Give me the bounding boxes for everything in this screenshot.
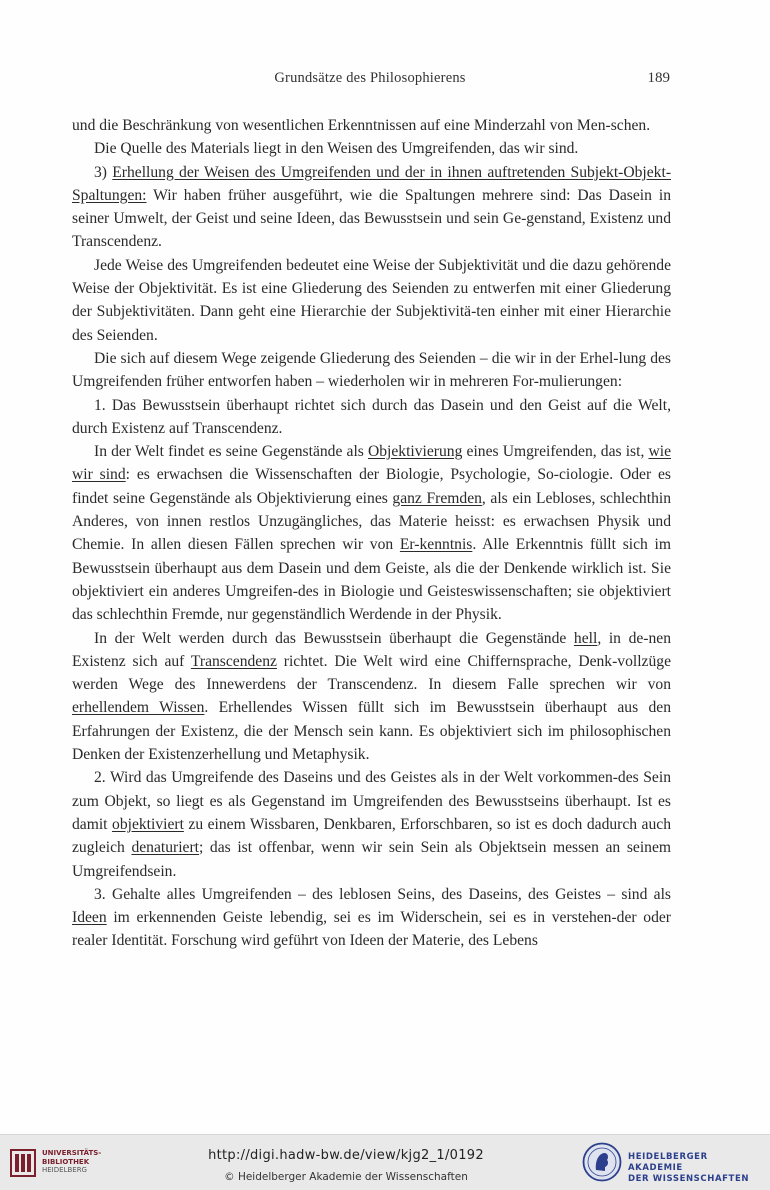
underlined-term: ganz Fremden [392,489,482,507]
paragraph-text: Jede Weise des Umgreifenden bedeutet eine Weise der Subjektivität und die dazu gehörende Weise der Objektivität. Es ist eine Gliederung des Seienden zu entwerfen mit einer Gliederung der Subjektivitäten. Dann geht eine Hierarchie der Subjektivitä-ten einher mit einer Hierarchie des Seienden. [72,256,671,344]
paragraph [72,347,671,394]
paragraph-text: ; das ist offenbar, wenn wir sein Sein als Objektsein messen an seinem Umgreifendsein. [72,839,671,880]
academy-name [628,1152,760,1185]
underlined-term: Transcendenz [190,652,277,670]
paragraph-text: zu einem Wissbaren, Denkbaren, Erforschbaren, so ist es doch dadurch auch zugleich [72,815,671,857]
paragraph-text: 2. Wird das Umgreifende des Daseins und des Geistes als in der Welt vorkommen-des Sein zum Objekt, so liegt es als Gegenstand im Umgreifenden des Bewusstseins überhaupt. Ist es damit [72,769,671,833]
running-title: Grundsätze des Philosophierens [274,70,466,86]
library-name-line: HEIDELBERG [42,1166,87,1174]
paragraph [72,766,671,882]
paragraph-text: , in de-nen Existenz sich auf [72,629,671,670]
academy-name-line: DER WISSENSCHAFTEN [628,1174,750,1184]
academy-name-line: HEIDELBERGER AKADEMIE [628,1152,708,1173]
underlined-term: denaturiert [131,839,199,857]
library-name-line: UNIVERSITÄTS- [42,1149,102,1157]
library-name-line: BIBLIOTHEK [42,1157,90,1166]
viewer-footer [0,1134,770,1190]
paragraph-text: In der Welt werden durch das Bewusstsein überhaupt die Gegenstände [94,629,574,647]
permalink-url[interactable]: http://digi.hadw-bw.de/view/kjg2_1/0192 [208,1148,484,1163]
academy-seal-icon [582,1142,622,1182]
paragraph-text: : es erwachsen die Wissenschaften der Biologie, Psychologie, So-ciologie. Oder es findet seine Gegenstände als Objektivierung eines [72,466,671,507]
paragraph-text: eines Umgreifenden, das ist, [462,443,649,461]
paragraph-text: Die Quelle des Materials liegt in den Weisen des Umgreifenden, das wir sind. [94,140,579,158]
copyright-notice: © Heidelberger Akademie der Wissenschaften [224,1171,468,1183]
underlined-term: Objektivierung [367,443,463,461]
paragraph [72,254,671,347]
paragraph-text: , als ein Lebloses, schlechthin Anderes, von innen restlos Unzugängliches, das Materie heisst: es erwachsen Physik und Chemie. In allen diesen Fällen sprechen wir von [72,489,671,554]
underlined-term: objektiviert [112,815,184,833]
paragraph-text: Die sich auf diesem Wege zeigende Gliederung des Seienden – die wir in der Erhel-lung des Umgreifenden früher entworfen haben – wiederholen wir in mehreren For-mulierungen: [72,349,671,391]
underlined-term: wie wir sind [72,443,671,484]
body-text [72,114,671,953]
paragraph-text: im erkennenden Geiste lebendig, sei es im Widerschein, sei es in verstehen-der oder realer Identität. Forschung wird geführt von Ideen der Materie, des Lebens [72,909,671,950]
section-number: 3) [94,163,113,181]
underlined-term: hell [573,629,598,647]
underlined-term: Er-kenntnis [399,536,473,554]
academy-logo[interactable] [582,1142,760,1184]
paragraph-text: 3. Gehalte alles Umgreifenden – des leblosen Seins, des Daseins, des Geistes – sind als [94,885,671,903]
underlined-term: Ideen [72,909,107,927]
paragraph [72,114,671,137]
paragraph-text: . Erhellendes Wissen füllt sich im Bewusstsein überhaupt aus den Erfahrungen der Existenz, die der Mensch sein kann. Es objektiviert sich im philosophischen Denken der Existenzerhellung und Metaphysik. [72,699,671,764]
paragraph [72,883,671,953]
underlined-heading: Erhellung der Weisen des Umgreifenden und der in ihnen auftretenden Subjekt-Objekt-Spaltungen: [72,163,672,204]
paragraph-text: Wir haben früher ausgeführt, wie die Spaltungen mehrere sind: Das Dasein in seiner Umwelt, der Geist und seine Ideen, das Bewusstsein und sein Ge-genstand, Existenz und Transcendenz. [72,186,671,251]
paragraph [72,440,671,626]
paragraph-text: richtet. Die Welt wird eine Chiffernsprache, Denk-vollzüge werden Wege des Innewerdens der Transcendenz. In diesem Falle sprechen wir von [72,652,671,694]
running-head [0,70,770,92]
paragraph [72,394,671,441]
underlined-term: erhellendem Wissen [72,699,205,717]
paragraph-text: In der Welt findet es seine Gegenstände als [94,443,368,461]
paragraph [72,627,671,767]
paragraph-text: . Alle Erkenntnis füllt sich im Bewusstsein überhaupt aus dem Dasein und dem Geiste, als die der Denkende wirklich ist. Sie objektiviert ein anderes Umgreifen-des in Biologie und Geisteswissenschaften; sie objektiviert das schlechthin Fremde, nur gegenständlich Werdende in der Physik. [72,536,671,624]
paragraph-text: und die Beschränkung von wesentlichen Erkenntnissen auf eine Minderzahl von Men-schen. [72,117,651,134]
paragraph [72,137,671,160]
paragraph [72,161,671,254]
paragraph-text: 1. Das Bewusstsein überhaupt richtet sich durch das Dasein und den Geist auf die Welt, durch Existenz auf Transcendenz. [72,396,671,437]
page-number: 189 [647,70,670,86]
